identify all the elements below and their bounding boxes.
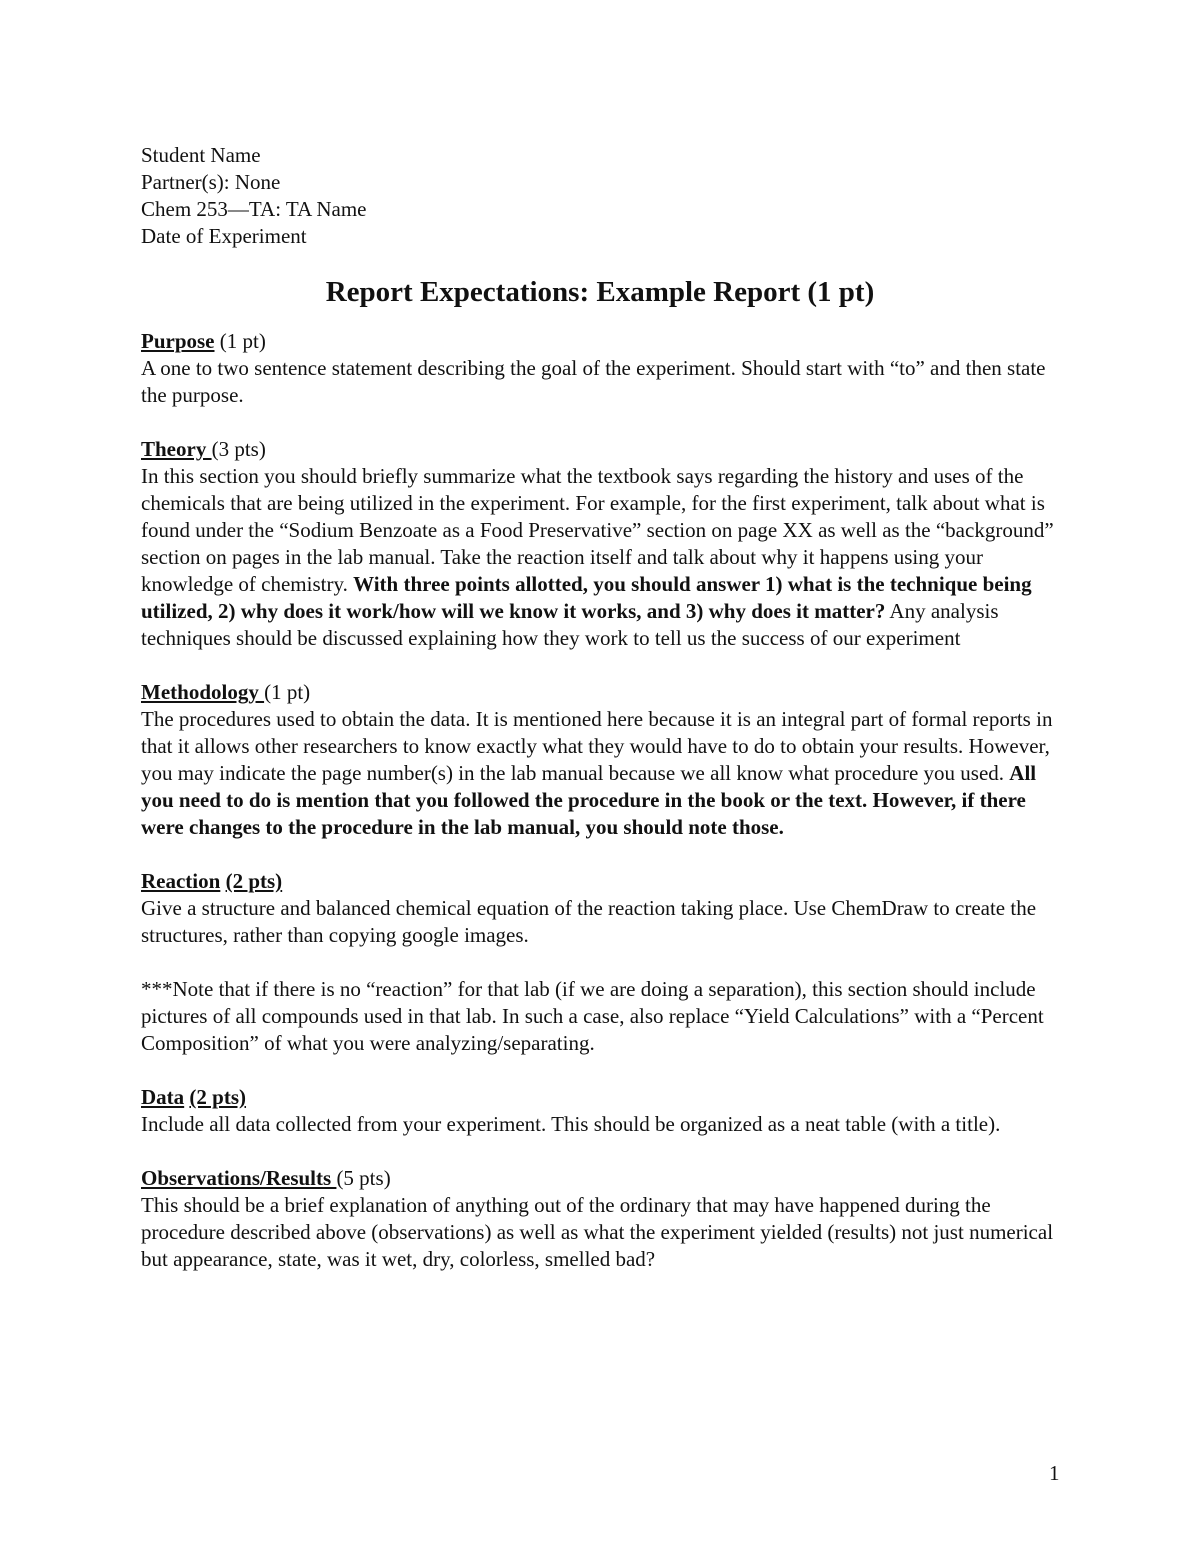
body-text: In this section you should briefly summarize what the textbook says regarding the history and uses of the chemicals that are being utilized in the experiment. For example, for the first experiment, talk about what is found under the “Sodium Benzoate as a Food Preservative” section on page XX as well as the “background” section on pages in the lab manual. Take the reaction itself and talk about why it happens using your knowledge of chemistry. [141, 464, 1054, 596]
body-text-end: Any analysis techniques should be discussed explaining how they work to tell us the success of our experiment [141, 599, 999, 650]
heading-label: Observations/Results [141, 1166, 337, 1190]
heading-label: Purpose [141, 329, 215, 353]
body-emphasis: With three points allotted, you should answer 1) what is the technique being utilized, 2) why does it work/how will we know it works, and 3) why does it matter? [141, 572, 1032, 623]
section-heading [141, 868, 1059, 895]
section-heading [141, 328, 1059, 355]
section-heading [141, 1165, 1059, 1192]
section-heading [141, 679, 1059, 706]
heading-points: (2 pts) [189, 1085, 247, 1109]
section-body [141, 706, 1059, 841]
section-methodology [141, 679, 1059, 841]
section-data [141, 1084, 1059, 1138]
section-body [141, 463, 1059, 652]
heading-label: Methodology [141, 680, 265, 704]
heading-label: Theory [141, 437, 212, 461]
section-heading [141, 1084, 1059, 1111]
course-ta-line: Chem 253—TA: TA Name [141, 197, 367, 221]
student-name: Student Name [141, 143, 261, 167]
section-body: Give a structure and balanced chemical equation of the reaction taking place. Use ChemDraw to create the structures, rather than copying google images. [141, 896, 1037, 947]
section-purpose [141, 328, 1059, 409]
page-number: 1 [1049, 1461, 1060, 1485]
heading-label: Data [141, 1085, 185, 1109]
section-reaction [141, 868, 1059, 1057]
header-block [141, 142, 1059, 250]
partners-line: Partner(s): None [141, 170, 281, 194]
document-title: Report Expectations: Example Report (1 pt) [325, 276, 875, 308]
section-body: Include all data collected from your experiment. This should be organized as a neat table (with a title). [141, 1112, 1001, 1136]
experiment-date: Date of Experiment [141, 224, 307, 248]
section-observations [141, 1165, 1059, 1273]
section-theory [141, 436, 1059, 652]
body-emphasis: All you need to do is mention that you followed the procedure in the book or the text. However, if there were changes to the procedure in the lab manual, you should note those. [141, 761, 1037, 839]
body-text: The procedures used to obtain the data. It is mentioned here because it is an integral part of formal reports in that it allows other researchers to know exactly what they would have to do to obtain your results. However, you may indicate the page number(s) in the lab manual because we all know what procedure you used. [141, 707, 1053, 785]
heading-points: (5 pts) [336, 1166, 391, 1190]
heading-points: (1 pt) [214, 329, 266, 353]
section-note: ***Note that if there is no “reaction” for that lab (if we are doing a separation), this section should include pictures of all compounds used in that lab. In such a case, also replace “Yield Calculations” with a “Percent Composition” of what you were analyzing/separating. [141, 977, 1044, 1055]
section-body: This should be a brief explanation of anything out of the ordinary that may have happened during the procedure described above (observations) as well as what the experiment yielded (results) not just numerical but appearance, state, was it wet, dry, colorless, smelled bad? [141, 1193, 1054, 1271]
section-body: A one to two sentence statement describing the goal of the experiment. Should start with “to” and then state the purpose. [141, 356, 1046, 407]
section-heading [141, 436, 1059, 463]
heading-points: (2 pts) [225, 869, 283, 893]
heading-label: Reaction [141, 869, 221, 893]
heading-points: (1 pt) [264, 680, 311, 704]
heading-points: (3 pts) [211, 437, 266, 461]
